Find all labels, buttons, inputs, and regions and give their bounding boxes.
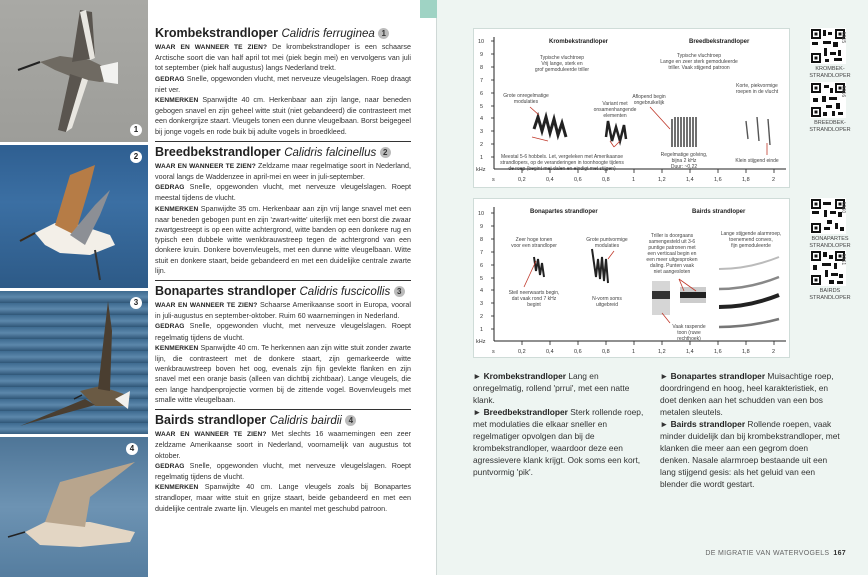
sonogram-svg (474, 199, 791, 359)
y-tick: 10 (478, 211, 485, 217)
qr-label: BREEDBEK- STRANDLOPER (809, 120, 851, 133)
qr-code-icon[interactable] (810, 28, 846, 64)
qr-number: 5315 (840, 32, 846, 44)
y-tick: 2 (480, 142, 484, 148)
call-note (660, 370, 840, 418)
annotation: rechthoek) (677, 336, 701, 342)
features-text: Spanwijdte 40 cm. Te herkennen aan zijn witte stuit zonder zwarte lijn, die contrasteert met de donkere staart, zijn gemarkeerde witte wenkbrauwstreep boven het oog, evenals zijn fijn gevlekte flanken en zijn snavel met een oranje basis (alleen van dichtbij zichtbaar). Lange vleugels, die een lange handpenprojectie vormen bij de zittende vogel. Bovenvleugels met smalle witte vleugelbaan. (155, 342, 412, 404)
annotation: Steil neerwaarts begin, (508, 290, 560, 296)
annotation: begint (527, 302, 541, 308)
species-latin: Calidris ferruginea (281, 28, 375, 40)
features-label: KENMERKEN (155, 205, 199, 213)
call-notes-left (473, 370, 651, 478)
photo-number-badge: 3 (130, 297, 142, 309)
features-paragraph (155, 95, 411, 137)
x-tick: 1 (632, 177, 636, 183)
annotation: Typische vluchtroep (676, 53, 722, 59)
annotation: Korte, piekvormige (736, 83, 778, 89)
x-tick: 0,6 (574, 349, 582, 355)
where-label: WAAR EN WANNEER TE ZIEN? (155, 162, 256, 170)
species-number-badge: 2 (380, 147, 391, 158)
x-tick: 1,8 (742, 177, 750, 183)
behaviour-paragraph (155, 74, 411, 95)
y-axis-unit: kHz (476, 167, 486, 173)
y-tick: 7 (480, 78, 484, 84)
chart-title: Breedbekstrandloper (689, 39, 750, 45)
species-heading (155, 413, 411, 429)
x-tick: 1 (632, 349, 636, 355)
chart-title: Bonapartes strandloper (530, 209, 598, 215)
qr-label: BAIRDS STRANDLOPER (809, 288, 851, 301)
bullet-arrow-icon: ► (660, 419, 669, 429)
species-text-column (155, 26, 411, 521)
species-latin: Calidris falcinellus (284, 146, 377, 159)
photo-number-badge: 2 (130, 151, 142, 163)
qr-code-icon[interactable] (810, 250, 846, 286)
bird-illustration (0, 0, 148, 142)
where-when-paragraph (155, 161, 411, 182)
y-tick: 9 (480, 52, 484, 58)
x-tick: 1,4 (686, 177, 694, 183)
annotation: uitgebreid (596, 302, 618, 308)
annotation: triller. Vaak stijgend patroon (668, 65, 730, 71)
annotation: een meer uitgesproken (646, 257, 698, 263)
bird-illustration (0, 437, 148, 577)
species-number-badge: 3 (394, 286, 405, 297)
sonogram-krombek-breedbek (473, 28, 790, 188)
annotation: daling. Punten vaak (650, 263, 694, 269)
bird-illustration (0, 145, 148, 288)
y-tick: 9 (480, 224, 484, 230)
y-tick: 4 (480, 288, 484, 294)
y-tick: 3 (480, 129, 484, 135)
annotation: Regelmatige golving, (660, 152, 708, 158)
running-footer-section: DE MIGRATIE VAN WATERVOGELS (705, 550, 830, 557)
y-tick: 2 (480, 314, 484, 320)
annotation: strandlopers, op de veranderingen in toonhoogte tijdens (500, 160, 624, 166)
behaviour-paragraph (155, 321, 411, 342)
y-tick: 10 (478, 39, 485, 45)
where-text: Zeldzame maar regelmatige soort in Nederland, vooral langs de Waddenzee in april-mei en weer in juli-september. (155, 160, 411, 182)
photo-krombekstrandloper (0, 0, 148, 142)
annotation: Duur: ~0,22 (670, 164, 698, 170)
qr-number: 5361 (840, 254, 846, 266)
y-tick: 3 (480, 301, 484, 307)
species-heading (155, 284, 411, 300)
annotation: Aflopend begin (632, 94, 666, 100)
features-paragraph (155, 204, 411, 276)
species-number-badge: 4 (345, 415, 356, 426)
x-axis-unit: s (492, 349, 495, 355)
annotation: dat vaak rond 7 kHz (511, 296, 557, 302)
call-note-text: Muisachtige roep, doordringend en hoog, heel karakteristiek, en doet denken aan het schudden van een bos metalen sleutels. (660, 371, 834, 417)
annotation: de roep (begint met dalen en eindigt met stijgen) (508, 166, 616, 172)
y-tick: 7 (480, 250, 484, 256)
annotation: bijna 2 kHz (671, 158, 697, 164)
y-tick: 8 (480, 65, 484, 71)
x-tick: 1,2 (658, 349, 666, 355)
chart-title: Bairds strandloper (692, 209, 746, 215)
annotation: Variant met (602, 101, 628, 107)
features-text: Spanwijdte 35 cm. Herkenbaar aan zijn vrij lange snavel met een naar beneden gebogen punt en zijn 'zwart-witte' uiterlijk met een borst die zwaar zwartgestreept is op een witte achtergrond, witte banden op een donkere rug en typisch een dubbele witte wenkbrauwstreep tegen de achtergrond van een donkere kruin. Donkere bovenvleugels, met een dunne witte vleugelbaan. Witte stuit en donkere staart, beide gebandeerd en met een duidelijke centrale zwarte lijn. (155, 203, 411, 275)
qr-code-icon[interactable] (810, 198, 846, 234)
species-heading (155, 145, 411, 161)
where-when-paragraph (155, 42, 411, 74)
behaviour-label: GEDRAG (155, 184, 185, 192)
features-label: KENMERKEN (155, 484, 199, 492)
annotation: Vrij lange, sterk en (541, 61, 583, 67)
call-note-text: Rollende roepen, vaak minder duidelijk dan bij krombekstrandloper, met klanken die meer aan een gegrom doen denken. Nasale alarmroep bestaande uit een lang stijgend gesis: als het geluid van een blender die wordt gestart. (660, 419, 840, 489)
annotation: puntige patronen met (648, 245, 696, 251)
where-text: Schaarse Amerikaanse soort in Europa, vooral in juli-augustus en september-oktober. Ruim 60 waarnemingen in Nederland. (155, 300, 411, 321)
y-tick: 1 (480, 155, 484, 161)
bullet-arrow-icon: ► (473, 407, 482, 417)
qr-number: 5316 (840, 86, 846, 98)
species-name: Breedbekstrandloper (155, 144, 281, 159)
photo-column (0, 0, 148, 575)
x-tick: 1,4 (686, 349, 694, 355)
species-entry (155, 145, 411, 281)
annotation: fijn gemoduleerde (731, 243, 771, 249)
behaviour-label: GEDRAG (155, 75, 185, 83)
where-when-paragraph (155, 300, 411, 321)
annotation: roepen in de vlucht (735, 89, 779, 95)
page-number: 167 (833, 550, 846, 557)
annotation: Meestal 5-6 hobbels. Let, vergeleken met Amerikaanse (500, 154, 624, 160)
qr-krombekstrandloper[interactable] (800, 28, 860, 79)
x-tick: 0,8 (602, 177, 610, 183)
annotation: Lange en zeer sterk gemoduleerde (660, 59, 738, 65)
where-label: WAAR EN WANNEER TE ZIEN? (155, 302, 258, 310)
species-entry (155, 26, 411, 142)
behaviour-paragraph (155, 461, 411, 482)
behaviour-text: Snelle, opgewonden vlucht, met nerveuze vleugelslagen. Roept regelmatig tijdens de vlucht. (155, 321, 411, 342)
qr-bairds-strandloper[interactable] (800, 250, 860, 301)
behaviour-text: Snelle, opgewonden vlucht, met nerveuze vleugelslagen. Roept regelmatig tijdens de vlucht. (155, 460, 411, 481)
annotation: ongebruikelijk (633, 100, 665, 106)
y-tick: 6 (480, 91, 484, 97)
annotation: grof gemoduleerde triller (534, 67, 590, 73)
x-tick: 2 (772, 349, 776, 355)
annotation: Zeer hoge tonen (515, 237, 553, 243)
y-tick: 4 (480, 116, 484, 122)
where-text: Met slechts 16 waarnemingen een zeer zeldzame Amerikaanse soort in Nederland, voornamelijk van augustus tot oktober. (155, 429, 412, 460)
annotation: Klein stijgend einde (735, 158, 779, 164)
call-note (473, 370, 651, 406)
sonogram-svg (474, 29, 791, 189)
species-heading (155, 26, 411, 42)
x-tick: 1,6 (714, 177, 722, 183)
annotation: een verticaal begin en (647, 251, 697, 257)
bullet-arrow-icon: ► (473, 371, 482, 381)
annotation: voor een strandloper (511, 243, 557, 249)
features-paragraph (155, 343, 411, 405)
annotation: Lange stijgende alarmroep, (720, 231, 782, 237)
x-tick: 0,8 (602, 349, 610, 355)
species-entry (155, 284, 411, 410)
x-tick: 0,6 (574, 177, 582, 183)
annotation: N-vorm soms (592, 296, 622, 302)
species-latin: Calidris fuscicollis (299, 286, 391, 299)
x-tick: 0,2 (518, 349, 526, 355)
features-text: Spanwijdte 40 cm. Herkenbaar aan zijn lange, naar beneden gebogen snavel en zijn geheel witte stuit (niet gebandeerd) die contrasteert met een donkergrijze staart. Vleugels tonen een dunne vleugelbaan. Borst beigegeel bij jonge vogels en rode buik bij adulte vogels in broedkleed. (155, 95, 411, 136)
annotation: samengesteld uit 3-6 (648, 239, 696, 245)
features-text: Spanwijdte 40 cm. Lange vleugels zoals bij Bonapartes strandloper, maar witte stuit en grijze staart, beide gebandeerd en met een duidelijke centrale zwarte lijn. Vleugels en mantel met geschubd patroon. (155, 482, 412, 513)
annotation: toenemend convex, (729, 237, 773, 243)
behaviour-text: Snelle, opgewonden vlucht, met nerveuze vleugelslagen. Roep draagt niet ver. (155, 73, 411, 94)
photo-number-badge: 1 (130, 124, 142, 136)
annotation: niet aangesloten (653, 269, 691, 275)
photo-bonapartes-strandloper (0, 291, 148, 434)
chapter-tab (420, 0, 437, 18)
qr-label: BONAPARTES STRANDLOPER (809, 236, 851, 249)
qr-label: KROMBEK- STRANDLOPER (809, 66, 851, 79)
annotation: modulaties (513, 99, 539, 105)
chart-title: Krombekstrandloper (549, 39, 609, 45)
qr-number: 5360 (840, 202, 846, 214)
x-tick: 0,4 (546, 349, 554, 355)
annotation: elementen (603, 113, 627, 119)
page-footer (705, 550, 846, 557)
species-latin: Calidris bairdii (269, 415, 342, 428)
x-axis-unit: s (492, 177, 495, 183)
y-tick: 8 (480, 237, 484, 243)
x-tick: 1,6 (714, 349, 722, 355)
species-entry (155, 413, 411, 518)
sonogram-bonapartes-bairds (473, 198, 790, 358)
photo-number-badge: 4 (126, 443, 138, 455)
features-paragraph (155, 482, 411, 514)
annotation: modulaties (594, 243, 620, 249)
y-tick: 5 (480, 104, 484, 110)
y-tick: 1 (480, 327, 484, 333)
qr-breedbekstrandloper[interactable] (800, 82, 860, 133)
annotation: Vaak raspende (672, 324, 706, 330)
photo-bairds-strandloper (0, 437, 148, 577)
species-name: Bonapartes strandloper (155, 284, 297, 299)
x-tick: 1,8 (742, 349, 750, 355)
x-tick: 0,4 (546, 177, 554, 183)
qr-code-icon[interactable] (810, 82, 846, 118)
where-label: WAAR EN WANNEER TE ZIEN? (155, 431, 267, 439)
x-tick: 0,2 (518, 177, 526, 183)
x-tick: 2 (772, 177, 776, 183)
features-label: KENMERKEN (155, 97, 199, 105)
y-tick: 6 (480, 263, 484, 269)
where-label: WAAR EN WANNEER TE ZIEN? (155, 44, 268, 51)
species-name: Krombekstrandloper (155, 26, 278, 40)
annotation: Triller is doorgaans (650, 233, 694, 239)
y-axis-unit: kHz (476, 339, 486, 345)
call-note-species: Bairds strandloper (670, 419, 746, 429)
behaviour-label: GEDRAG (155, 462, 185, 470)
where-when-paragraph (155, 429, 411, 461)
annotation: Grote puntvormige (586, 237, 628, 243)
bullet-arrow-icon: ► (660, 371, 669, 381)
x-tick: 1,2 (658, 177, 666, 183)
annotation: toon (ruwe (677, 330, 701, 336)
annotation: Grote onregelmatige (503, 93, 549, 99)
call-note (473, 406, 651, 478)
call-note-species: Breedbekstrandloper (483, 407, 568, 417)
behaviour-label: GEDRAG (155, 323, 185, 331)
species-name: Bairds strandloper (155, 413, 267, 428)
call-note (660, 418, 840, 490)
y-tick: 5 (480, 276, 484, 282)
species-number-badge: 1 (378, 28, 389, 39)
behaviour-text: Snelle, opgewonden vlucht, met nerveuze vleugelslagen. Roept meestal tijdens de vlucht. (155, 182, 411, 203)
behaviour-paragraph (155, 182, 411, 203)
where-text: De krombekstrandloper is een schaarse Arctische soort die van half april tot mei (piek begin mei) en vervolgens van juli tot september (piek half augustus) langs Nederland trekt. (155, 42, 411, 73)
call-note-text: Sterk rollende roep, met modulaties die elkaar sneller en regelmatiger opvolgen dan bij de krombekstrandloper, waardoor deze een agressievere klank krijgt. Ook soms een kort, puntvormig 'pik'. (473, 407, 644, 477)
photo-breedbekstrandloper (0, 145, 148, 288)
call-note-text: Lang en onregelmatig, rollend 'prrui', met een natte klank. (473, 371, 630, 405)
features-label: KENMERKEN (155, 344, 199, 352)
qr-bonapartes-strandloper[interactable] (800, 198, 860, 249)
call-notes-right (660, 370, 840, 490)
bird-illustration (0, 291, 148, 434)
annotation: onsamenhangende (593, 107, 637, 113)
call-note-species: Bonapartes strandloper (670, 371, 766, 381)
annotation: Typische vluchtroep (539, 55, 585, 61)
call-note-species: Krombekstrandloper (483, 371, 566, 381)
